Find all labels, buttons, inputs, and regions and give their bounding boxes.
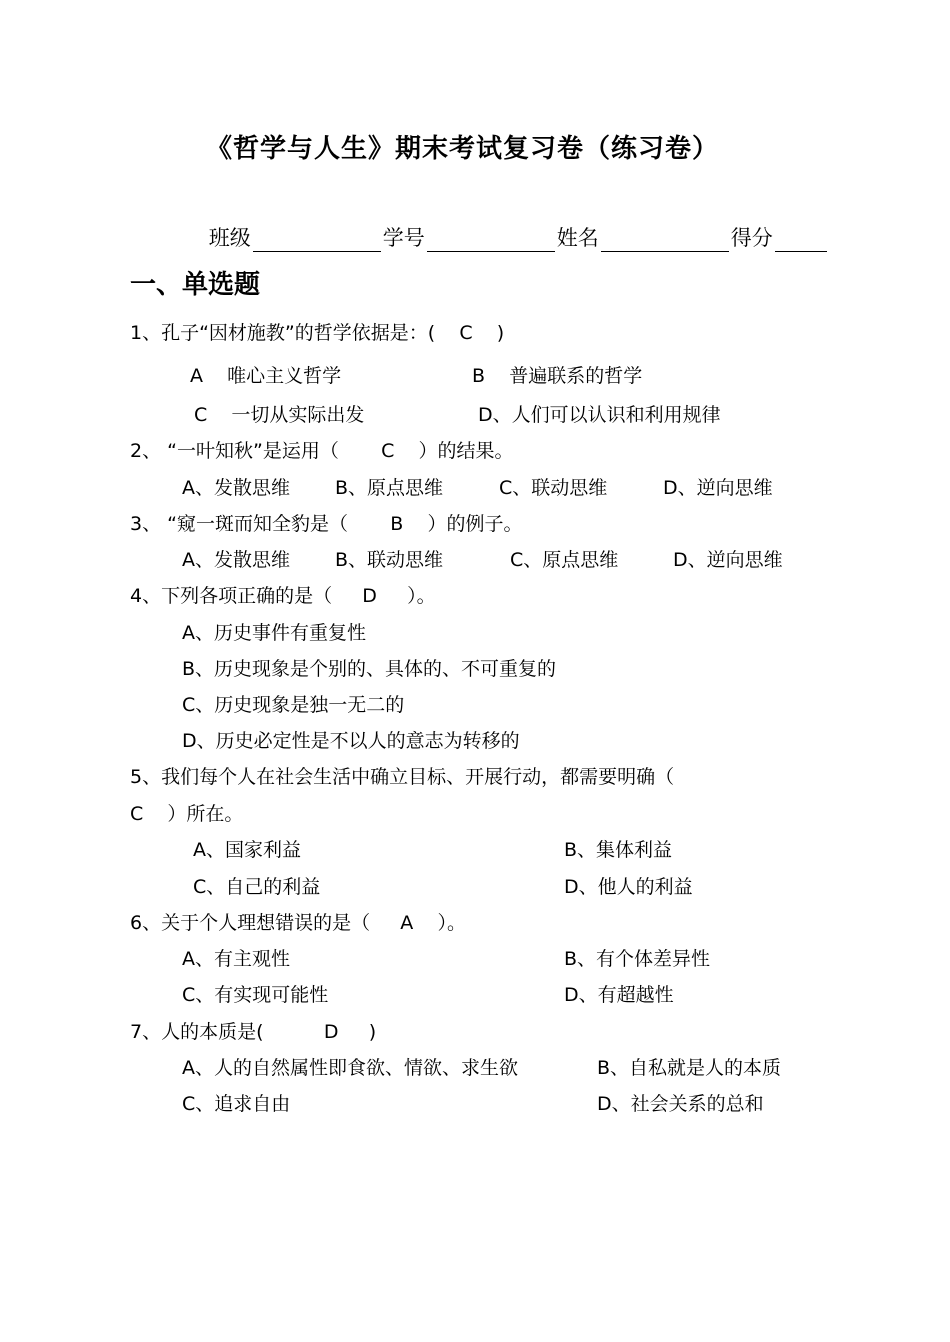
question-3-stem: 3、 “窥一斑而知全豹是（ B ）的例子。 [130,513,523,535]
question-4-option-b: B、历史现象是个别的、具体的、不可重复的 [182,658,557,680]
student-id-label: 学号 [382,226,425,250]
question-7-option-b: B、自私就是人的本质 [597,1057,782,1079]
question-2-option-b: B、原点思维 [335,477,444,499]
question-5-stem: 5、我们每个人在社会生活中确立目标、开展行动，都需要明确（ [130,766,675,788]
question-4-option-d: D、历史必定性是不以人的意志为转移的 [182,730,520,752]
question-7-option-a: A、人的自然属性即食欲、情欲、求生欲 [182,1057,518,1079]
question-6-stem: 6、关于个人理想错误的是（ A ）。 [130,912,466,934]
name-blank[interactable] [601,231,729,252]
question-5-option-a: A、国家利益 [193,839,301,861]
question-7-stem: 7、人的本质是( D ) [130,1021,377,1043]
question-1-option-b: B 普遍联系的哲学 [472,365,643,387]
question-4-option-a: A、历史事件有重复性 [182,622,366,644]
question-2-option-a: A、发散思维 [182,477,290,499]
exam-title: 《哲学与人生》期末考试复习卷（练习卷） [206,134,720,164]
question-3-option-a: A、发散思维 [182,549,290,571]
question-7-option-c: C、追求自由 [182,1093,291,1115]
question-4-stem: 4、下列各项正确的是（ D ）。 [130,585,436,607]
question-1-option-c: C 一切从实际出发 [194,404,365,426]
name-label: 姓名 [556,226,599,250]
question-5-stem-continued: C ）所在。 [130,803,244,825]
score-blank[interactable] [775,231,827,252]
question-7-option-d: D、社会关系的总和 [597,1093,764,1115]
question-1-option-a: A 唯心主义哲学 [190,365,342,387]
question-3-option-d: D、逆向思维 [673,549,783,571]
score-label: 得分 [730,226,773,250]
question-2-stem: 2、 “一叶知秋”是运用（ C ）的结果。 [130,440,514,462]
student-id-blank[interactable] [427,231,555,252]
question-2-option-c: C、联动思维 [499,477,608,499]
class-label: 班级 [208,226,251,250]
question-6-option-c: C、有实现可能性 [182,984,329,1006]
section-heading: 一、单选题 [130,270,261,300]
question-3-option-b: B、联动思维 [335,549,444,571]
question-6-option-a: A、有主观性 [182,948,290,970]
question-5-option-c: C、自己的利益 [193,876,321,898]
question-3-option-c: C、原点思维 [510,549,619,571]
question-2-option-d: D、逆向思维 [663,477,773,499]
question-1-stem: 1、孔子“因材施教”的哲学依据是：( C ) [130,322,505,344]
question-1-option-d: D、人们可以认识和利用规律 [478,404,721,426]
question-5-option-d: D、他人的利益 [564,876,693,898]
class-blank[interactable] [253,231,381,252]
question-4-option-c: C、历史现象是独一无二的 [182,694,405,716]
student-info-row [182,198,829,276]
question-6-option-b: B、有个体差异性 [564,948,711,970]
question-5-option-b: B、集体利益 [564,839,673,861]
question-6-option-d: D、有超越性 [564,984,674,1006]
